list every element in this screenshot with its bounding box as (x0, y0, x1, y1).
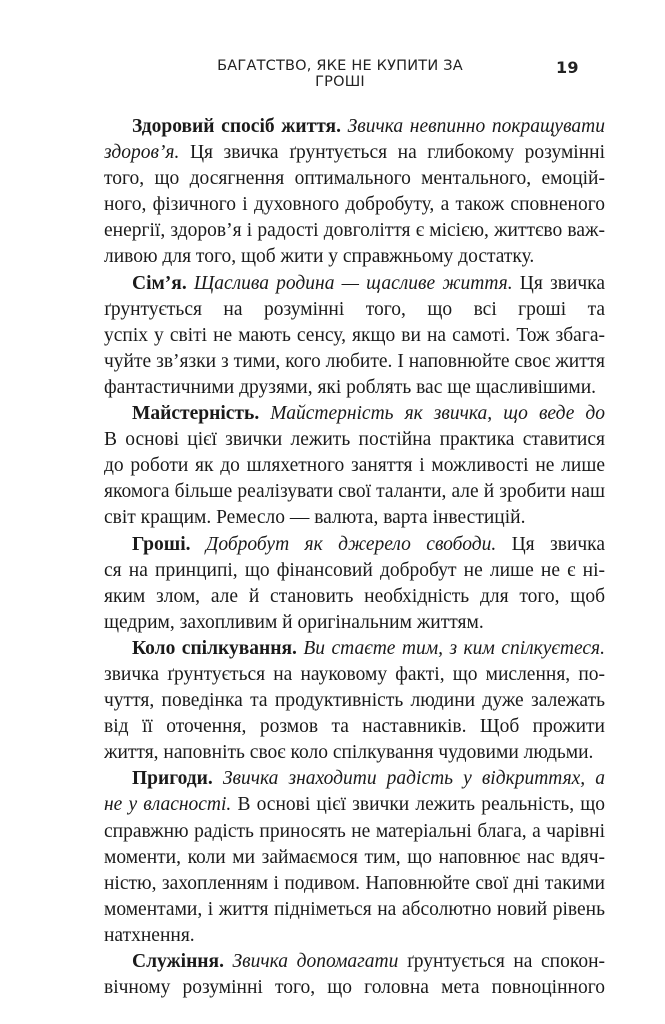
text-line (104, 949, 605, 975)
text-line (104, 349, 605, 375)
running-title: БАГАТСТВО, ЯКЕ НЕ КУПИТИ ЗА ГРОШІ (217, 58, 463, 90)
text-line (104, 584, 605, 610)
page-number: 19 (556, 58, 579, 77)
text-line (104, 375, 605, 401)
text-line (104, 297, 605, 323)
text-line (104, 636, 605, 662)
text-line (104, 427, 605, 453)
paragraph-money (104, 532, 605, 636)
habit-motto: здоров’я. (104, 142, 180, 164)
text-line (104, 401, 605, 427)
text-line (104, 975, 605, 1001)
running-header (0, 58, 665, 90)
text-line (104, 166, 605, 192)
text-line (104, 871, 605, 897)
body-text: чуття, поведінка та продуктивність людини дуже залежать (104, 690, 605, 712)
body-text: ністю, захопленням і подивом. Наповнюйте свої дні такими (104, 872, 605, 894)
body-text: світ кращим. Ремесло — валюта, варта інвестицій. (104, 507, 526, 529)
habit-motto: Ви стаєте тим, з ким спілкуєтеся. (303, 637, 605, 659)
body-text: енергії, здоров’я і радості довголіття є місією, життєво важ- (104, 220, 605, 242)
text-line (104, 479, 605, 505)
text-line (104, 688, 605, 714)
body-text: моментами, і життя підніметься на абсолютно новий рівень (104, 898, 605, 920)
body-text: В основі цієї звички лежить постійна практика ставитися (104, 429, 605, 451)
body-text: Ця звичка (511, 533, 605, 555)
body-text: ся на принципі, що фінансовий добробут не лише не є ні- (104, 559, 605, 581)
habit-title: Пригоди. (132, 768, 223, 790)
text-line (104, 453, 605, 479)
paragraph-service (104, 949, 605, 1001)
body-text: того, що досягнення оптимального ментального, емоцій- (104, 168, 605, 190)
text-line (104, 114, 605, 140)
body-text: моменти, коли ми займаємося тим, що наповнює нас вдяч- (104, 846, 605, 868)
text-line (104, 244, 605, 270)
body-text: успіх у світі не мають сенсу, якщо ви на самоті. Тож збага- (104, 324, 605, 346)
habit-title: Гроші. (132, 533, 206, 555)
body-text: ґрунтується на спокон- (398, 951, 605, 972)
text-line (104, 558, 605, 584)
body-text: до роботи як до шляхетного заняття і можливості не лише (104, 455, 605, 477)
body-text: Ця звичка (512, 272, 605, 294)
paragraph-healthy-lifestyle (104, 114, 605, 271)
body-text: фантастичними друзями, які роблять вас ще щасливішими. (104, 376, 597, 398)
text-line (104, 845, 605, 871)
body-text: ного, фізичного і духовного добробуту, а також сповненого (104, 194, 605, 216)
habit-title: Сім’я. (132, 272, 194, 294)
text-line (104, 192, 605, 218)
body-text: якомога більше реалізувати свої таланти, але й зробити наш (104, 481, 605, 503)
body-text: щедрим, захопливим й оригінальним життям. (104, 611, 484, 633)
paragraph-mastery (104, 401, 605, 531)
body-text: В основі цієї звички лежить реальність, що (231, 794, 605, 816)
body-text: яким злом, але й становить необхідність для того, щоб (104, 585, 605, 607)
body-text: чуйте зв’язки з тими, кого любите. І наповнюйте своє життя (104, 350, 605, 372)
body-text: від її оточення, розмов та наставників. Щоб прожити (104, 716, 605, 738)
body-text: ливою для того, щоб жити у справжньому достатку. (104, 246, 535, 268)
habit-title: Коло спілкування. (132, 637, 304, 659)
text-line (104, 140, 605, 166)
habit-title: Служіння. (132, 951, 233, 972)
habit-title: Здоровий спосіб життя. (132, 116, 348, 137)
habit-motto: Звичка невпинно покращувати (347, 116, 605, 137)
text-line (104, 714, 605, 740)
text-line (104, 505, 605, 531)
body-text: вічному розумінні того, що головна мета повноцінного (104, 977, 605, 999)
text-line (104, 819, 605, 845)
text-line (104, 662, 605, 688)
paragraph-family (104, 271, 605, 401)
body-text: звичка ґрунтується на науковому факті, що мислення, по- (104, 663, 605, 685)
body-text: ґрунтується на розумінні того, що всі гроші та (104, 298, 605, 320)
text-line (104, 740, 605, 766)
text-line (104, 792, 605, 818)
habit-title: Майстерність. (132, 403, 271, 425)
habit-motto: Майстерність як звичка, що веде до (270, 403, 605, 425)
habit-motto: Звичка допомагати (232, 951, 399, 972)
text-line (104, 610, 605, 636)
body-text: натхнення. (104, 924, 195, 946)
habit-motto: Звичка знаходити радість у відкриттях, а (222, 768, 605, 790)
text-line (104, 897, 605, 923)
paragraph-social-circle (104, 636, 605, 766)
page-body (104, 114, 605, 1001)
text-line (104, 532, 605, 558)
text-line (104, 271, 605, 297)
text-line (104, 218, 605, 244)
habit-motto: не у власності. (104, 794, 232, 816)
text-line (104, 323, 605, 349)
text-line (104, 766, 605, 792)
habit-motto: Добробут як джерело свободи. (205, 533, 497, 555)
body-text: Ця звичка ґрунтується на глибокому розумінні (179, 142, 605, 164)
body-text: справжню радість приносять не матеріальні блага, а чарівні (104, 820, 605, 842)
paragraph-adventures (104, 766, 605, 949)
text-line (104, 923, 605, 949)
habit-motto: Щаслива родина — щасливе життя. (193, 272, 513, 294)
body-text: життя, наповніть своє коло спілкування чудовими людьми. (104, 742, 594, 764)
